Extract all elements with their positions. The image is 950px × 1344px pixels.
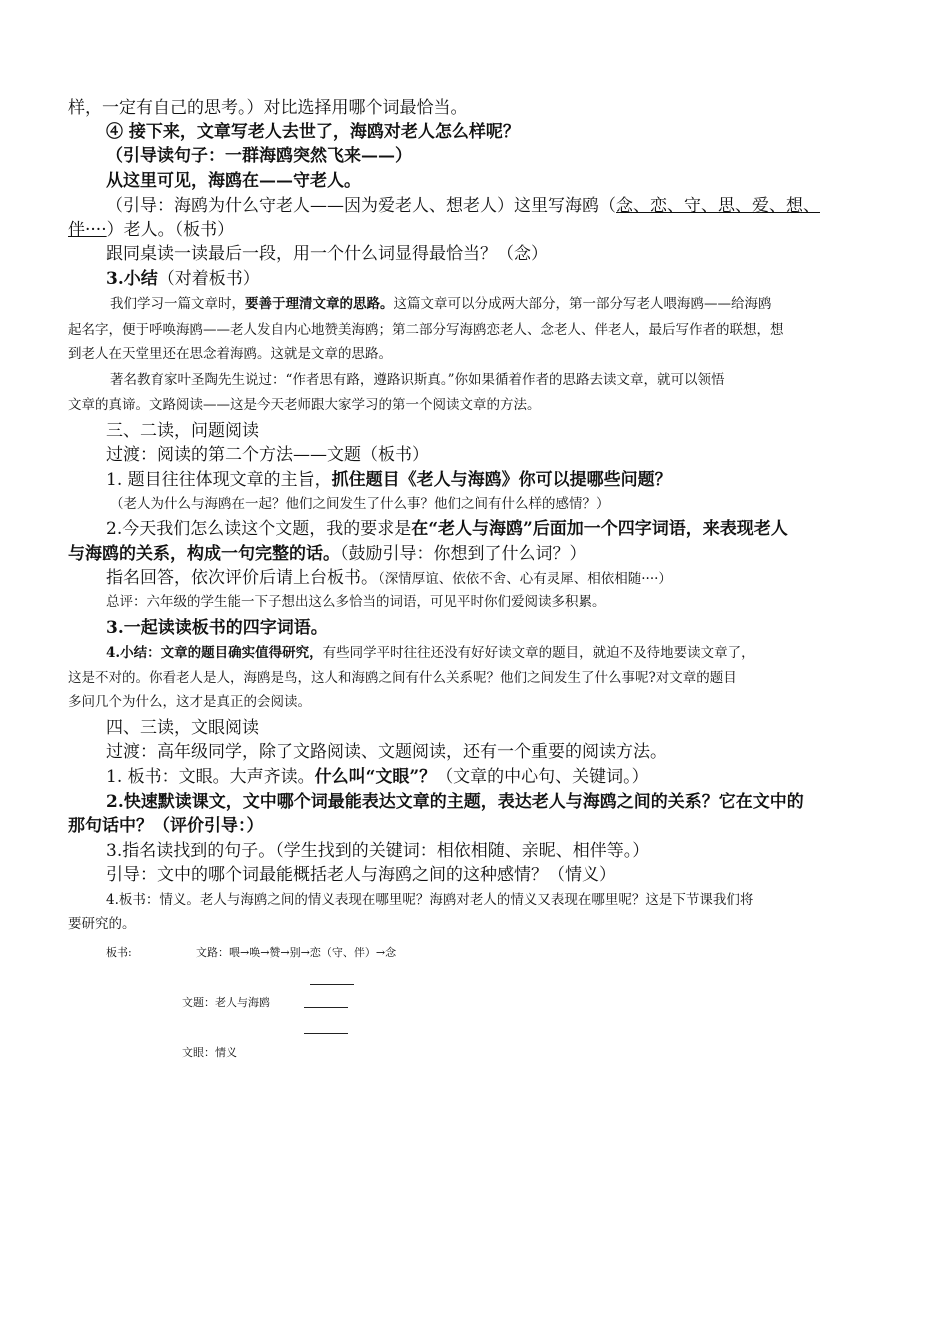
text-line <box>106 840 649 862</box>
board-title: 文题：老人与海鸥 <box>182 996 270 1009</box>
text-span: （对着板书） <box>157 269 260 289</box>
text-line <box>106 617 328 639</box>
text-span: 这篇文章可以分成两大部分，第一部分写老人喂海鸥——给海鸥 <box>393 296 772 312</box>
section-heading <box>106 717 259 739</box>
bold-text: 与海鸥的关系，构成一句完整的话。 <box>68 544 340 564</box>
text-span: 样，一定有自己的思考。）对比选择用哪个词最恰当。 <box>68 98 468 118</box>
text-span: 3.一起读读板书的四字词语。 <box>106 618 328 638</box>
text-span: 多问几个为什么，这才是真正的会阅读。 <box>68 694 311 710</box>
text-span: （深情厚谊、依依不舍、心有灵犀、相依相随····） <box>378 571 672 587</box>
text-span: 那句话中？（评价引导：） <box>68 816 264 836</box>
text-line <box>68 219 234 241</box>
text-line <box>68 97 468 119</box>
section-heading <box>106 420 259 442</box>
text-line <box>106 791 804 813</box>
text-span: 有些同学平时往往还没有好好读文章的题目，就迫不及待地要读文章了， <box>322 645 755 661</box>
text-line <box>106 766 649 788</box>
underlined-text: 伴···· <box>68 220 107 240</box>
text-span: 3.指名读找到的句子。（学生找到的关键词：相依相随、亲昵、相伴等。） <box>106 841 650 861</box>
text-line <box>106 518 788 540</box>
text-span: 文章的真谛。文路阅读——这是今天老师跟大家学习的第一个阅读文章的方法。 <box>68 397 541 413</box>
text-span: 跟同桌读一读最后一段，用一个什么词显得最恰当？（念） <box>106 244 548 264</box>
board-route: 文路：喂→唤→赞→别→恋（守、伴）→念 <box>196 946 397 959</box>
text-line <box>110 370 725 390</box>
text-line <box>68 395 541 415</box>
text-span: ）老人。（板书） <box>106 220 235 240</box>
text-line <box>106 444 429 466</box>
bold-text: 什么叫“文眼”？ <box>314 767 437 787</box>
text-span: 2.今天我们怎么读这个文题，我的要求是 <box>106 519 412 539</box>
text-span: 1. 板书：文眼。大声齐读。 <box>106 767 315 787</box>
board-eye: 文眼：情义 <box>182 1046 237 1059</box>
text-line <box>106 195 820 217</box>
text-span: 过渡：阅读的第二个方法——文题（板书） <box>106 445 429 465</box>
text-span: （引导读句子：一群海鸥突然飞来——） <box>106 146 412 166</box>
text-line <box>110 494 610 514</box>
text-line <box>68 543 587 565</box>
text-line <box>110 294 772 314</box>
text-span: 著名教育家叶圣陶先生说过：“作者思有路，遵路识斯真。”你如果循着作者的思路去读文章，就可以领悟 <box>110 372 725 388</box>
text-span: （文章的中心句、关键词。） <box>436 767 649 787</box>
bold-text: 在“老人与海鸥”后面加一个四字词语，来表现老人 <box>411 519 788 539</box>
text-line <box>68 914 136 934</box>
text-span: 引导：文中的哪个词最能概括老人与海鸥之间的这种感情？（情义） <box>106 865 616 885</box>
text-span: 过渡：高年级同学，除了文路阅读、文题阅读，还有一个重要的阅读方法。 <box>106 742 667 762</box>
text-line <box>106 643 755 663</box>
text-line <box>106 243 548 265</box>
text-span: 从这里可见，海鸥在——守老人。 <box>106 171 361 191</box>
text-span: 起名字，便于呼唤海鸥——老人发自内心地赞美海鸥；第二部分写海鸥恋老人、念老人、伴老人，最后写作者的联想，想 <box>68 322 784 338</box>
text-line <box>106 170 361 192</box>
blank-line <box>310 984 354 985</box>
text-line <box>68 320 784 340</box>
text-line <box>106 121 520 143</box>
blank-line <box>304 1007 348 1008</box>
text-line <box>68 815 264 837</box>
text-span: 总评：六年级的学生能一下子想出这么多恰当的词语，可见平时你们爱阅读多积累。 <box>106 594 606 610</box>
text-span: 三、二读，问题阅读 <box>106 421 259 441</box>
text-span: 1. 题目往往体现文章的主旨， <box>106 470 332 490</box>
text-line <box>106 890 753 910</box>
text-span: （引导：海鸥为什么守老人——因为爱老人、想老人）这里写海鸥（ <box>106 196 616 216</box>
text-line <box>68 668 737 688</box>
underlined-text: 念、恋、守、思、爱、想、 <box>616 196 820 216</box>
text-span: 4.板书：情义。老人与海鸥之间的情义表现在哪里呢？海鸥对老人的情义又表现在哪里呢？这是下节课我们将 <box>106 892 754 908</box>
text-span: 指名回答，依次评价后请上台板书。 <box>106 568 378 588</box>
text-span: （鼓励引导：你想到了什么词？） <box>340 544 587 564</box>
bold-text: 要善于理清文章的思路。 <box>245 296 394 312</box>
text-span: （老人为什么与海鸥在一起？他们之间发生了什么事？他们之间有什么样的感情？） <box>110 496 610 512</box>
blank-line <box>304 1033 348 1034</box>
text-line <box>68 344 392 364</box>
bold-text: 4.小结：文章的题目确实值得研究， <box>106 645 323 661</box>
text-line <box>68 692 311 712</box>
text-span: 2.快速默读课文，文中哪个词最能表达文章的主题，表达老人与海鸥之间的关系？它在文中的 <box>106 792 804 812</box>
text-span: ④ 接下来，文章写老人去世了，海鸥对老人怎么样呢？ <box>106 122 520 142</box>
text-span: 到老人在天堂里还在思念着海鸥。这就是文章的思路。 <box>68 346 392 362</box>
bold-text: 3.小结 <box>106 269 158 289</box>
text-line <box>106 469 672 491</box>
text-line <box>106 864 616 886</box>
bold-text: 抓住题目《老人与海鸥》你可以提哪些问题？ <box>331 470 672 490</box>
text-span: 要研究的。 <box>68 916 136 932</box>
text-line <box>106 592 606 612</box>
text-line <box>106 145 412 167</box>
text-span: 我们学习一篇文章时， <box>110 296 245 312</box>
text-span: 四、三读，文眼阅读 <box>106 718 259 738</box>
text-line <box>106 567 672 589</box>
board-label: 板书: <box>106 946 132 959</box>
text-line <box>106 741 667 763</box>
text-line <box>106 268 260 290</box>
text-span: 这是不对的。你看老人是人，海鸥是鸟，这人和海鸥之间有什么关系呢？他们之间发生了什么事呢?对文章的题目 <box>68 670 737 686</box>
